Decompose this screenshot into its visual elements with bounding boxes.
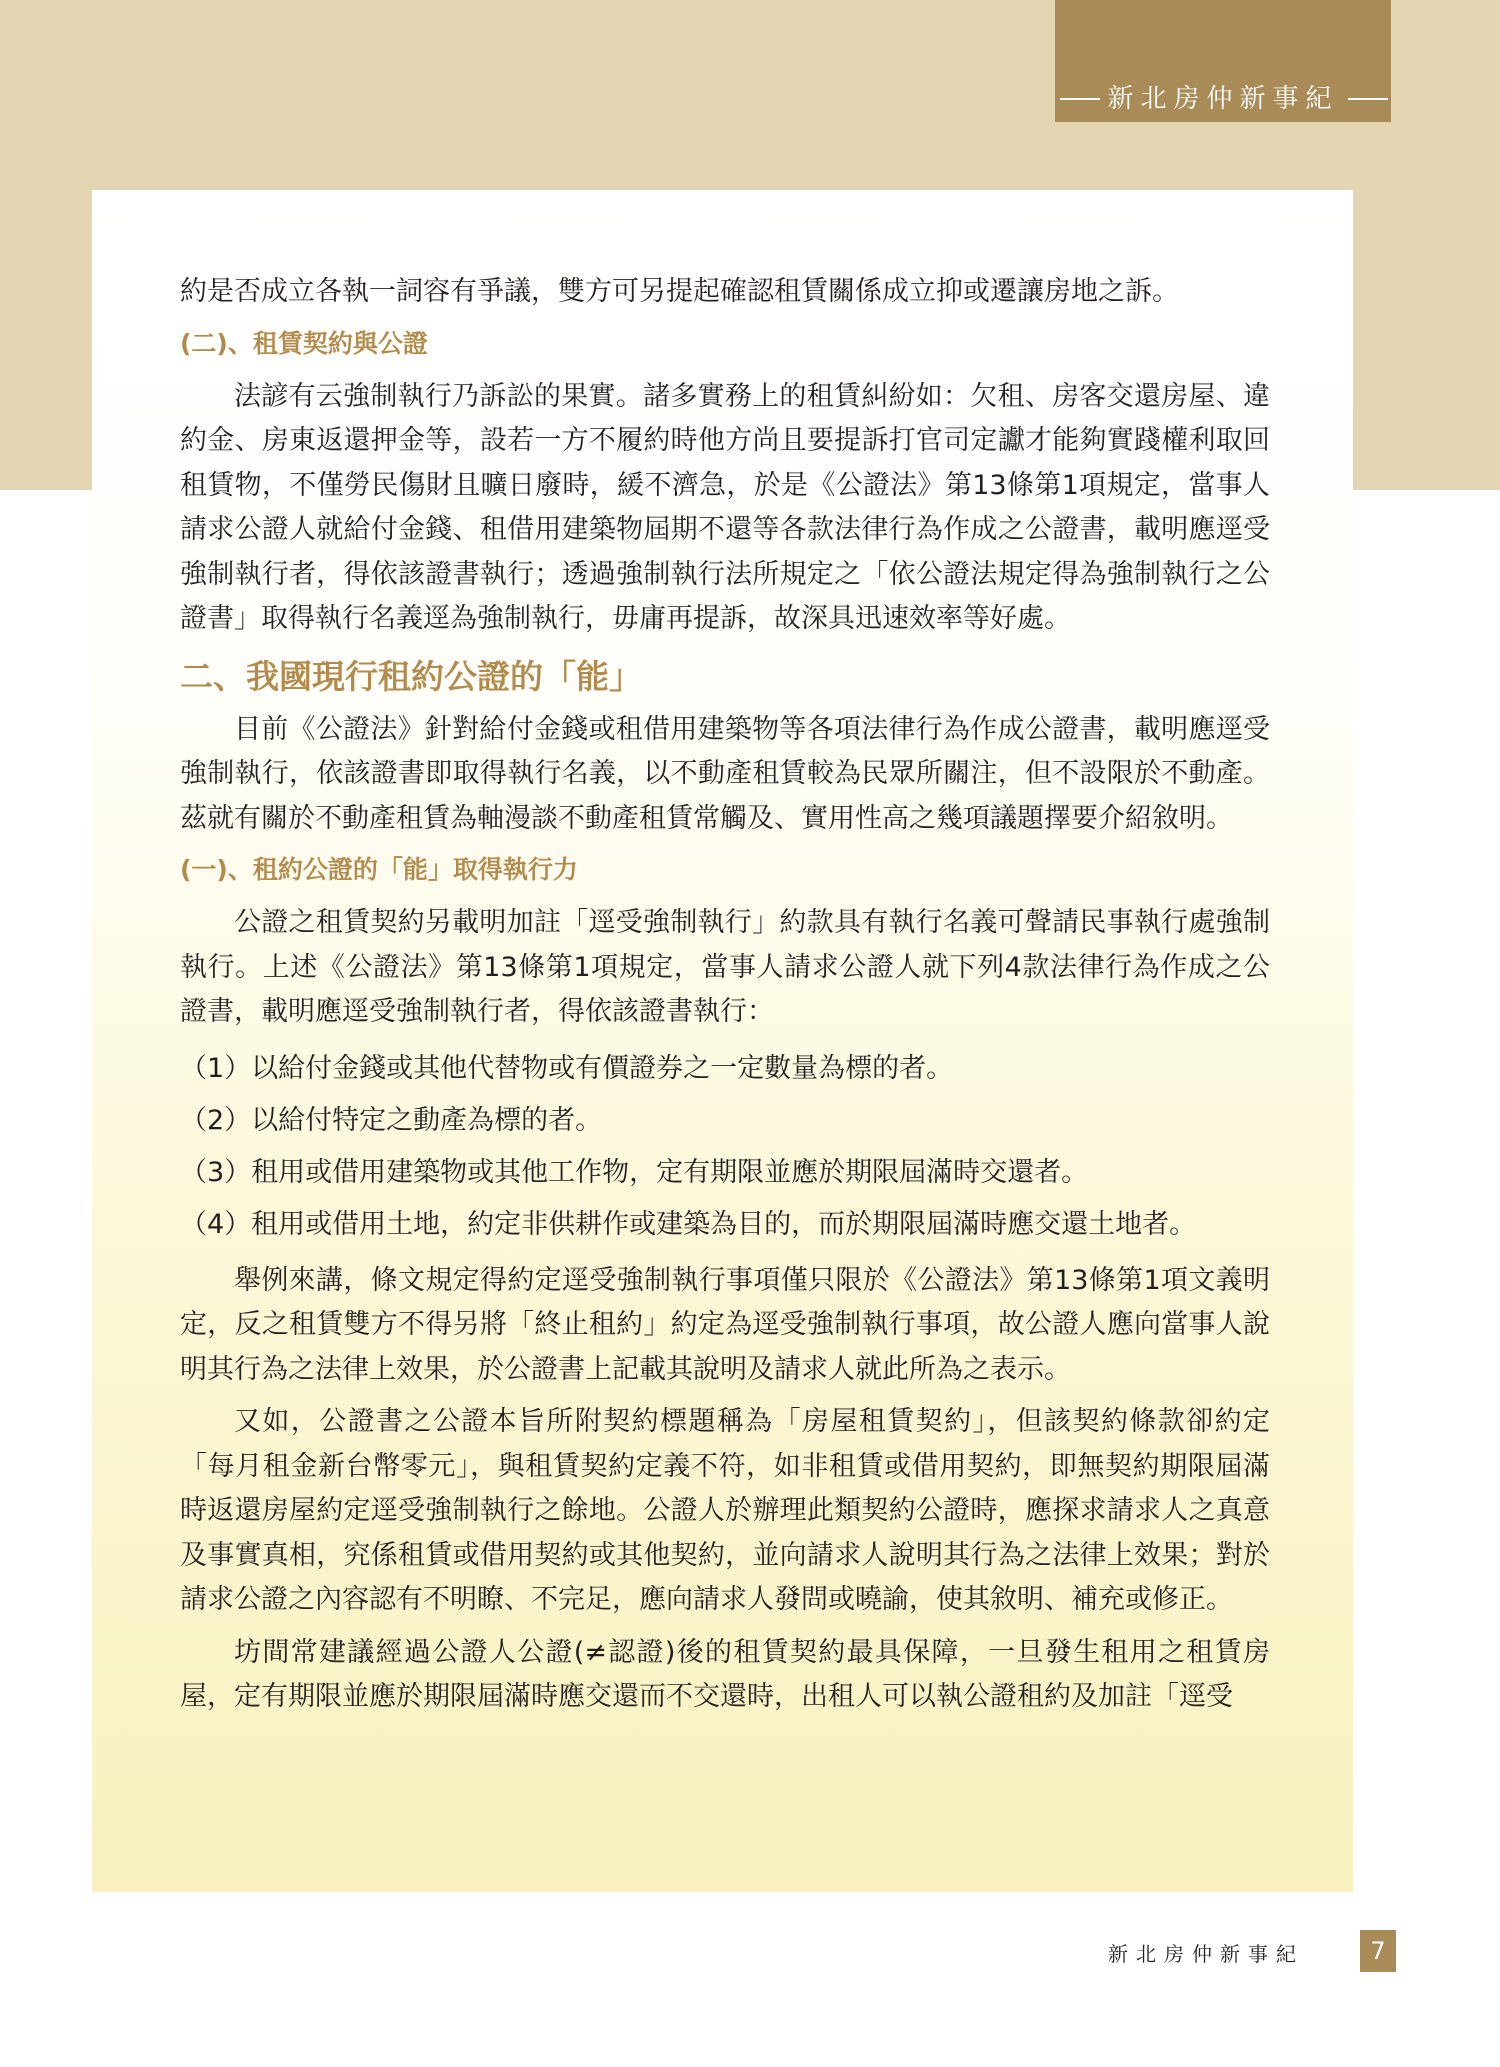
list-item: （4）租用或借用土地，約定非供耕作或建築為目的，而於期限屆滿時應交還土地者。 — [180, 1208, 1197, 1240]
list-item: （2）以給付特定之動產為標的者。 — [180, 1104, 603, 1136]
list-item: （1）以給付金錢或其他代替物或有價證券之一定數量為標的者。 — [180, 1052, 954, 1084]
article-body — [180, 270, 1270, 1720]
subheading-enforceability: (一)、租約公證的「能」取得執行力 — [180, 855, 578, 884]
paragraph-notarization-law: 目前《公證法》針對給付金錢或租借用建築物等各項法律行為作成公證書，載明應逕受強制執行，依該證書即取得執行名義，以不動產租賃較為民眾所關注，但不設限於不動產。茲就有關於不動產租賃為軸漫談不動產租賃常觸及、實用性高之幾項議題擇要介紹敘明。 — [180, 713, 1270, 834]
list-item: （3）租用或借用建築物或其他工作物，定有期限並應於期限屆滿時交還者。 — [180, 1156, 1089, 1188]
paragraph-example: 舉例來講，條文規定得約定逕受強制執行事項僅只限於《公證法》第13條第1項文義明定，反之租賃雙方不得另將「終止租約」約定為逕受強制執行事項，故公證人應向當事人說明其行為之法律上效果，於公證書上記載其說明及請求人就此所為之表示。 — [180, 1264, 1270, 1385]
page-number: 7 — [1360, 1930, 1396, 1972]
paragraph-continuation: 約是否成立各執一詞容有爭議，雙方可另提起確認租賃關係成立抑或遷讓房地之訴。 — [180, 276, 1179, 307]
paragraph-recommendation: 坊間常建議經過公證人公證(≠認證)後的租賃契約最具保障，一旦發生租用之租賃房屋，定有期限並應於期限屆滿時應交還而不交還時，出租人可以執公證租約及加註「逕受 — [180, 1636, 1270, 1712]
subheading-lease-notarization: (二)、租賃契約與公證 — [180, 328, 428, 358]
magazine-title: 新北房仲新事紀 — [1107, 84, 1339, 114]
section-heading: 二、我國現行租約公證的「能」 — [180, 656, 642, 696]
paragraph-zero-rent: 又如，公證書之公證本旨所附契約標題稱為「房屋租賃契約」，但該契約條款卻約定「每月租金新台幣零元」，與租賃契約定義不符，如非租賃或借用契約，即無契約期限屆滿時返還房屋約定逕受強制執行之餘地。公證人於辦理此類契約公證時，應探求請求人之真意及事實真相，究係租賃或借用契約或其他契約，並向請求人說明其行為之法律上效果；對於請求公證之內容認有不明瞭、不完足，應向請求人發問或曉諭，使其敘明、補充或修正。 — [180, 1406, 1270, 1615]
footer-magazine-title: 新北房仲新事紀 — [1108, 1942, 1304, 1966]
paragraph-enforcement: 法諺有云強制執行乃訴訟的果實。諸多實務上的租賃糾紛如：欠租、房客交還房屋、違約金、房東返還押金等，設若一方不履約時他方尚且要提訴打官司定讞才能夠實踐權利取回租賃物，不僅勞民傷財且曠日廢時，緩不濟急，於是《公證法》第13條第1項規定，當事人請求公證人就給付金錢、租借用建築物屆期不還等各款法律行為作成之公證書，載明應逕受強制執行者，得依該證書執行；透過強制執行法所規定之「依公證法規定得為強制執行之公證書」取得執行名義逕為強制執行，毋庸再提訴，故深具迅速效率等好處。 — [180, 380, 1270, 634]
paragraph-enforcement-clause: 公證之租賃契約另載明加註「逕受強制執行」約款具有執行名義可聲請民事執行處強制執行。上述《公證法》第13條第1項規定，當事人請求公證人就下列4款法律行為作成之公證書，載明應逕受強制執行者，得依該證書執行： — [180, 907, 1270, 1027]
